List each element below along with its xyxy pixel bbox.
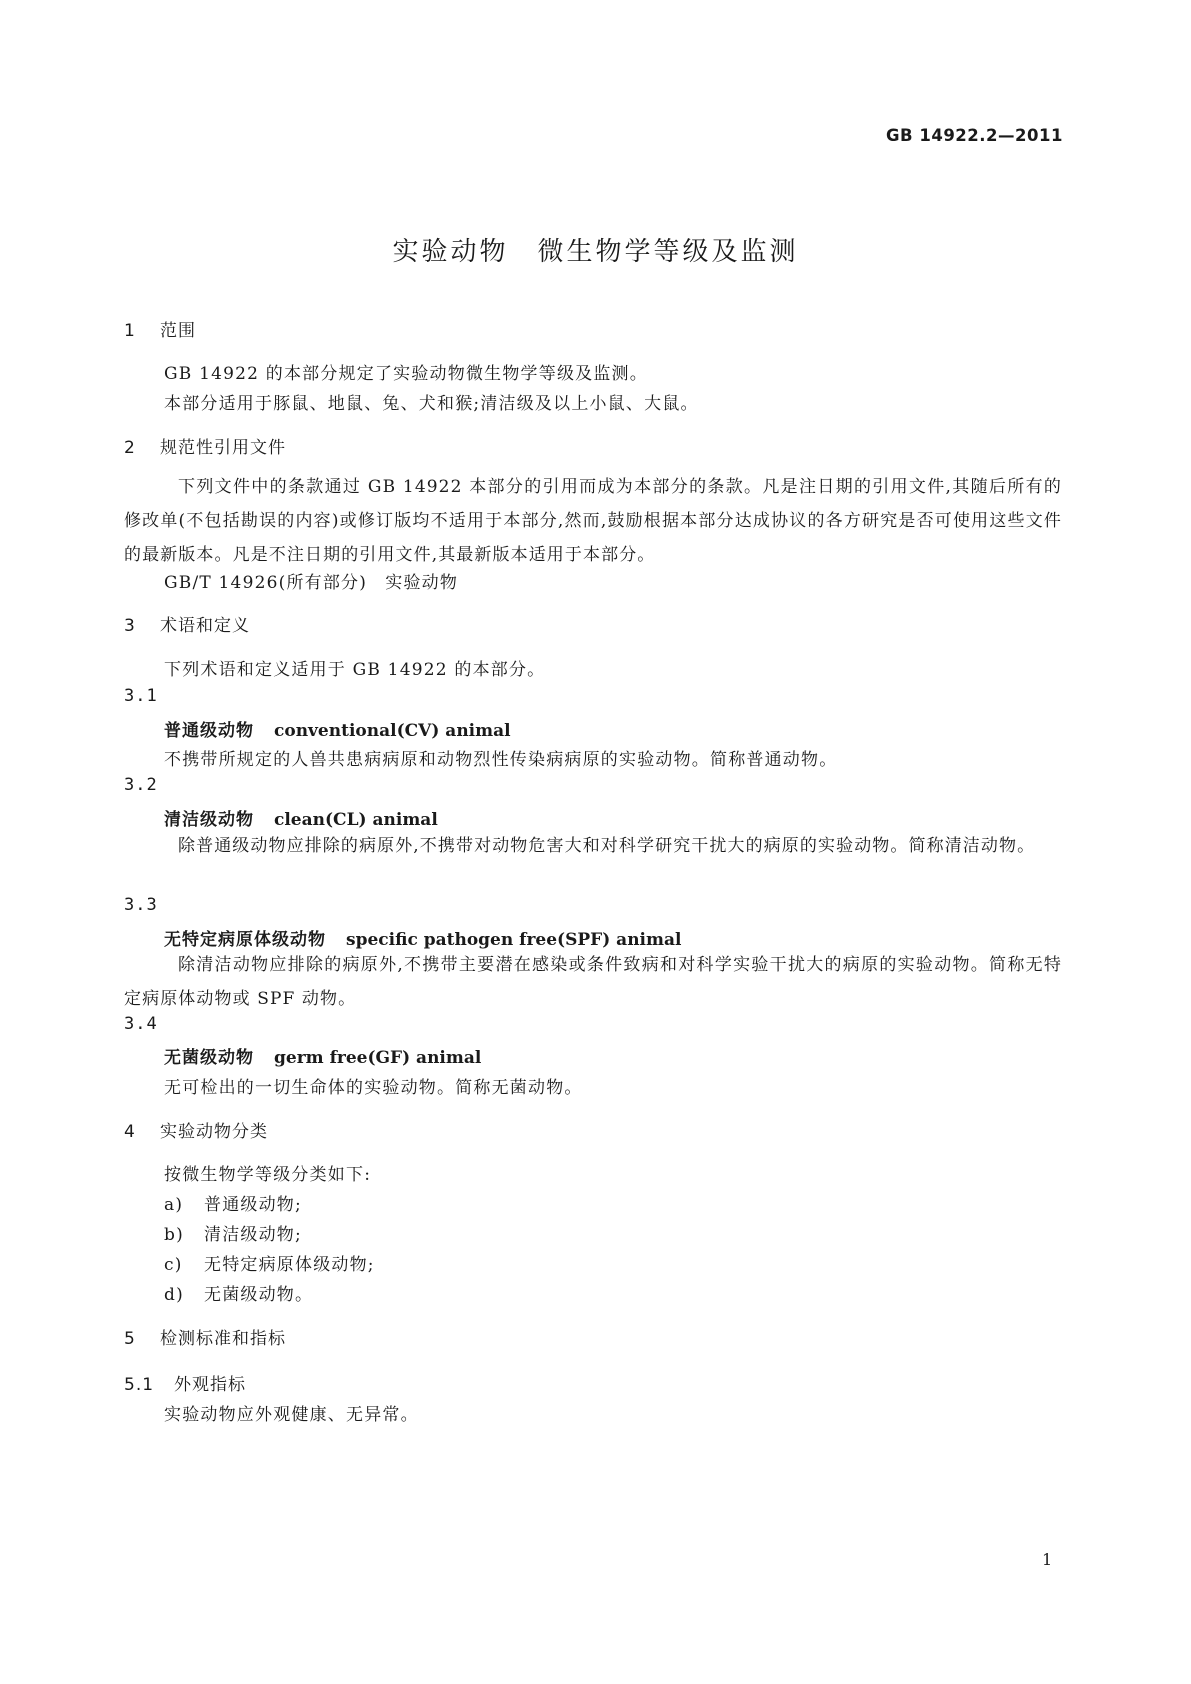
section-3-heading	[124, 611, 250, 636]
normative-paragraph: 下列文件中的条款通过 GB 14922 本部分的引用而成为本部分的条款。凡是注日期的引用文件,其随后所有的修改单(不包括勘误的内容)或修订版均不适用于本部分,然而,鼓励根据本部分达成协议的各方研究是否可使用这些文件的最新版本。凡是不注日期的引用文件,其最新版本适用于本部分。	[124, 477, 1062, 565]
section-number: 4	[124, 1122, 136, 1142]
term-en: clean(CL) animal	[274, 810, 438, 830]
list-text: 普通级动物;	[204, 1195, 302, 1215]
classification-intro: 按微生物学等级分类如下:	[164, 1165, 372, 1185]
section-5-heading	[124, 1324, 286, 1349]
section-number: 3	[124, 616, 136, 636]
term-en: conventional(CV) animal	[274, 721, 511, 741]
term-definition: 无可检出的一切生命体的实验动物。简称无菌动物。	[164, 1078, 583, 1098]
term-number: 3.2	[124, 775, 158, 795]
list-item	[164, 1250, 375, 1275]
term-zh: 清洁级动物	[164, 810, 254, 830]
list-marker: c)	[164, 1255, 183, 1275]
term-definition: 除普通级动物应排除的病原外,不携带对动物危害大和对科学研究干扰大的病原的实验动物。简称清洁动物。	[178, 836, 1036, 856]
reference-item: GB/T 14926(所有部分) 实验动物	[164, 573, 459, 593]
term-zh: 普通级动物	[164, 721, 254, 741]
section-title: 规范性引用文件	[160, 438, 286, 458]
term-zh: 无菌级动物	[164, 1048, 254, 1068]
appearance-text: 实验动物应外观健康、无异常。	[164, 1405, 419, 1425]
term-definition: 不携带所规定的人兽共患病病原和动物烈性传染病病原的实验动物。简称普通动物。	[164, 750, 838, 770]
section-number: 5	[124, 1329, 136, 1349]
standard-code: GB 14922.2—2011	[886, 126, 1063, 145]
term-definition: 除清洁动物应排除的病原外,不携带主要潜在感染或条件致病和对科学实验干扰大的病原的实验动物。简称无特定病原体动物或 SPF 动物。	[124, 955, 1062, 1009]
term-number: 3.4	[124, 1014, 158, 1034]
section-title: 术语和定义	[160, 616, 250, 636]
list-item	[164, 1280, 313, 1305]
list-text: 清洁级动物;	[204, 1225, 302, 1245]
page-number: 1	[1042, 1550, 1053, 1569]
section-number: 2	[124, 438, 136, 458]
list-text: 无特定病原体级动物;	[204, 1255, 375, 1275]
list-marker: b)	[164, 1225, 184, 1245]
term-heading	[164, 716, 511, 741]
term-number: 3.1	[124, 686, 158, 706]
list-item	[164, 1220, 302, 1245]
section-2-heading	[124, 433, 286, 458]
term-en: specific pathogen free(SPF) animal	[346, 930, 682, 950]
subsection-5-1-heading	[124, 1370, 246, 1395]
section-title: 检测标准和指标	[160, 1329, 286, 1349]
section-title: 实验动物分类	[160, 1122, 268, 1142]
list-marker: d)	[164, 1285, 184, 1305]
list-item	[164, 1190, 302, 1215]
section-title: 范围	[160, 321, 196, 341]
section-4-heading	[124, 1117, 268, 1142]
term-zh: 无特定病原体级动物	[164, 930, 326, 950]
document-title: 实验动物 微生物学等级及监测	[392, 237, 799, 267]
term-heading	[164, 805, 438, 830]
list-text: 无菌级动物。	[204, 1285, 314, 1305]
section-1-heading	[124, 316, 196, 341]
subsection-title: 外观指标	[174, 1375, 246, 1395]
term-heading	[164, 925, 681, 950]
term-en: germ free(GF) animal	[274, 1048, 482, 1068]
list-marker: a)	[164, 1195, 184, 1215]
term-heading	[164, 1043, 481, 1068]
terms-intro: 下列术语和定义适用于 GB 14922 的本部分。	[164, 660, 546, 680]
section-number: 1	[124, 321, 136, 341]
scope-line: 本部分适用于豚鼠、地鼠、兔、犬和猴;清洁级及以上小鼠、大鼠。	[164, 394, 699, 414]
scope-line: GB 14922 的本部分规定了实验动物微生物学等级及监测。	[164, 364, 648, 384]
term-number: 3.3	[124, 895, 158, 915]
subsection-number: 5.1	[124, 1375, 155, 1395]
